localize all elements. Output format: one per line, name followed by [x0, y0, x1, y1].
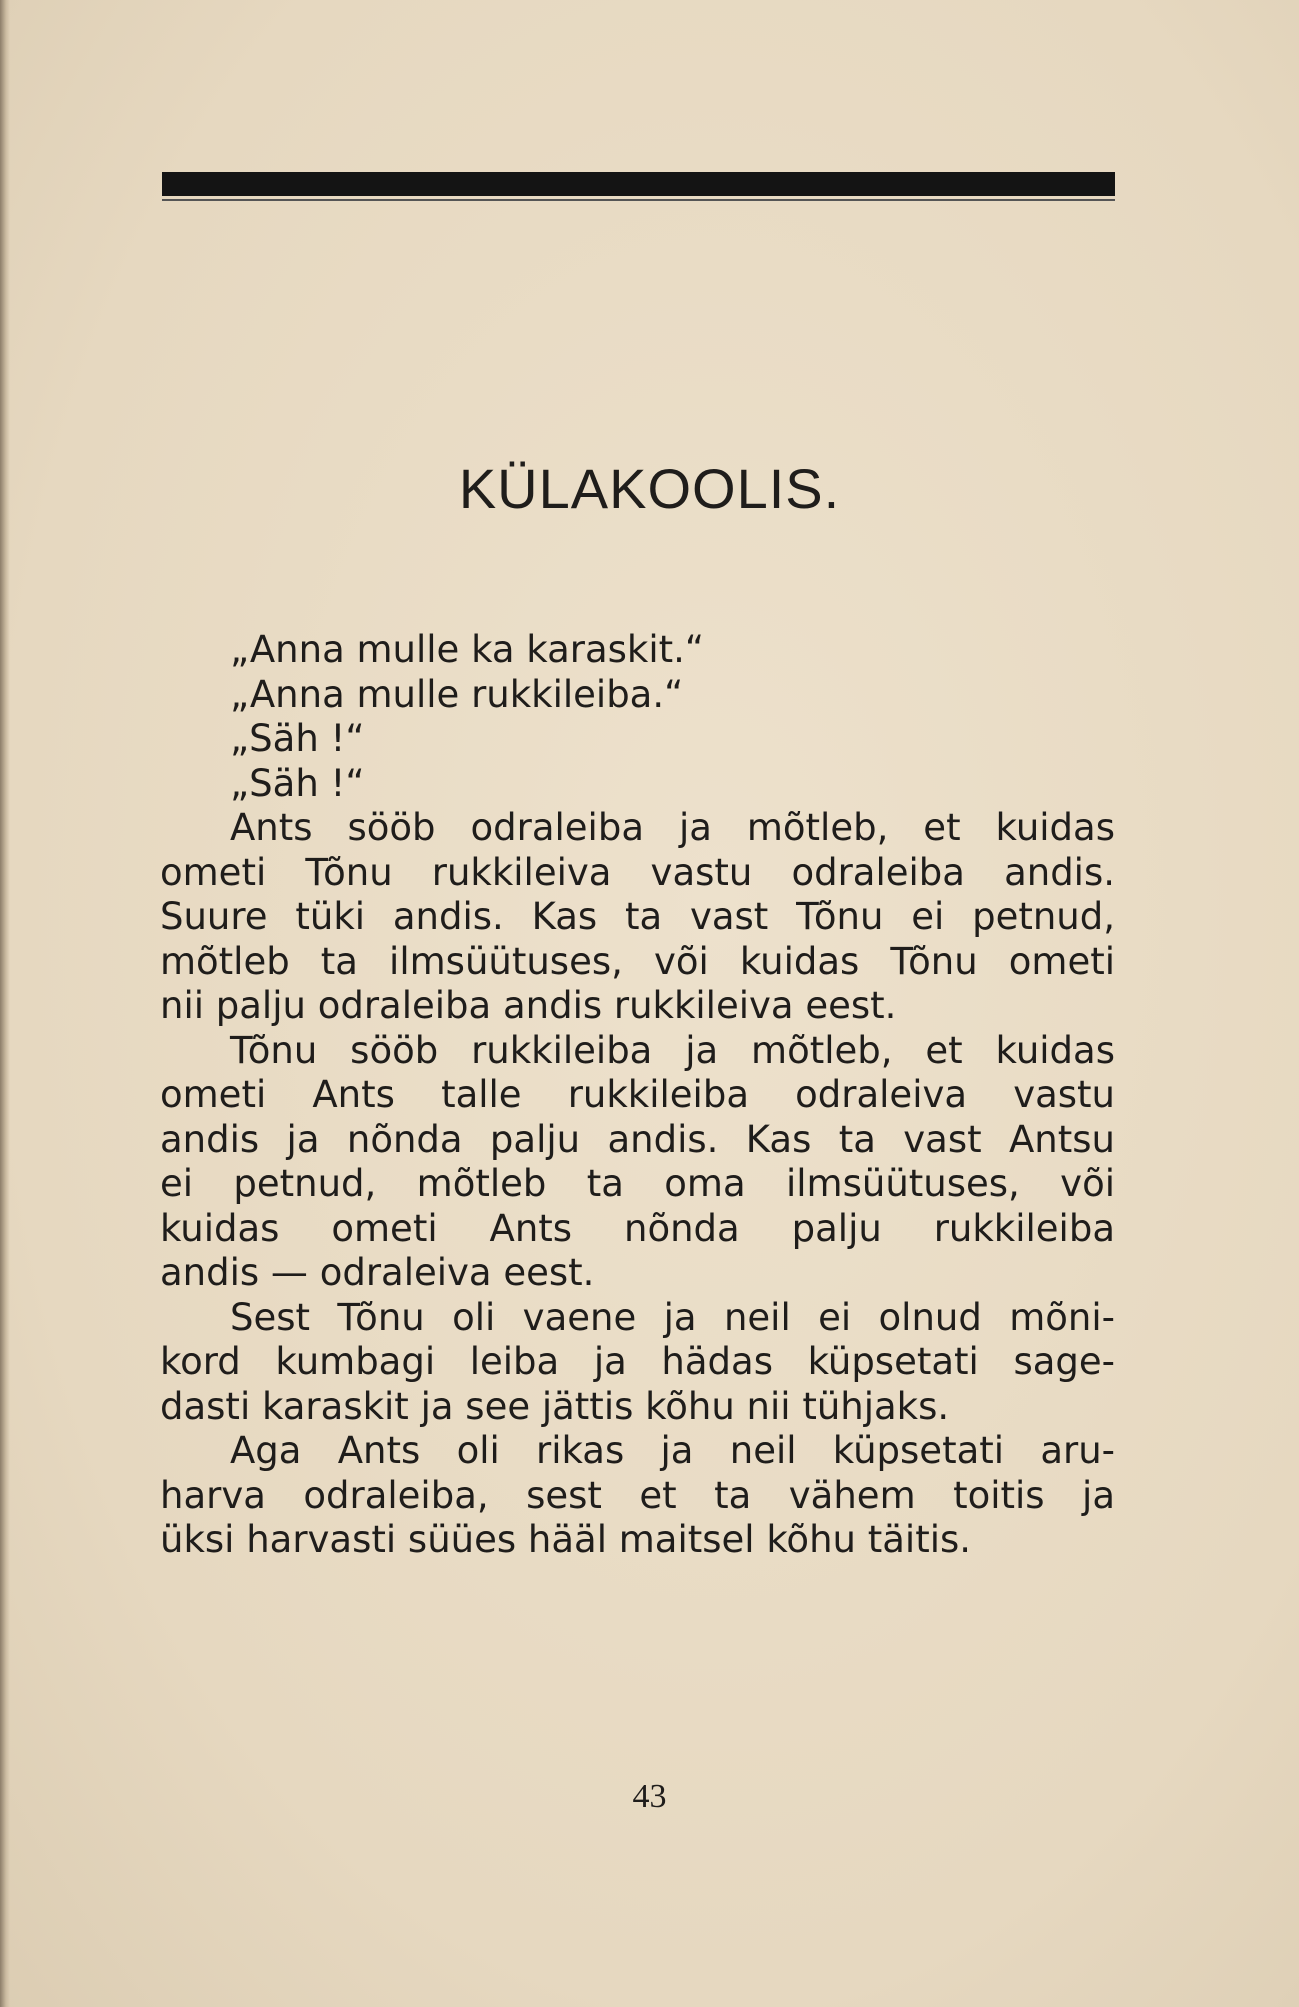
- paragraph-line: ometi Ants talle rukkileiba odraleiva vastu: [160, 1073, 1115, 1116]
- paragraph-line: andis — odraleiva eest.: [160, 1251, 595, 1294]
- paragraph-line: ometi Tõnu rukkileiva vastu odraleiba andis.: [160, 850, 1115, 894]
- paragraph-line: ei petnud, mõtleb ta oma ilmsüütuses, või: [160, 1162, 1115, 1205]
- paragraph-line: Sest Tõnu oli vaene ja neil ei olnud mõni-: [230, 1295, 1115, 1339]
- paragraph-line: Suure tüki andis. Kas ta vast Tõnu ei petnud,: [160, 895, 1115, 938]
- paragraph-line: dasti karaskit ja see jättis kõhu nii tühjaks.: [160, 1384, 950, 1428]
- paragraph-line: Tõnu sööb rukkileiba ja mõtleb, et kuidas: [230, 1028, 1115, 1072]
- dialog-line: „Säh !“: [230, 717, 365, 760]
- paragraph-line: mõtleb ta ilmsüütuses, või kuidas Tõnu ometi: [160, 939, 1115, 983]
- header-thin-rule: [162, 199, 1115, 201]
- paragraph-line: kuidas ometi Ants nõnda palju rukkileiba: [160, 1206, 1115, 1250]
- paragraph-line: harva odraleiba, sest et ta vähem toitis ja: [160, 1473, 1115, 1517]
- paragraph-line: Aga Ants oli rikas ja neil küpsetati aru-: [230, 1429, 1115, 1472]
- story-text: [160, 628, 1115, 1563]
- paragraph-line: Ants sööb odraleiba ja mõtleb, et kuidas: [230, 806, 1115, 849]
- dialog-line: „Anna mulle rukkileiba.“: [230, 672, 684, 716]
- page-left-edge: [0, 0, 10, 2007]
- paragraph-line: andis ja nõnda palju andis. Kas ta vast Antsu: [160, 1117, 1115, 1161]
- dialog-line: „Säh !“: [230, 761, 365, 805]
- paragraph-line: kord kumbagi leiba ja hädas küpsetati sage-: [160, 1340, 1115, 1383]
- page-number: 43: [632, 1778, 667, 1815]
- chapter-title: KÜLAKOOLIS.: [458, 457, 841, 520]
- paragraph-line: üksi harvasti süües hääl maitsel kõhu täitis.: [160, 1518, 972, 1561]
- dialog-line: „Anna mulle ka karaskit.“: [230, 628, 705, 671]
- paragraph-line: nii palju odraleiba andis rukkileiva eest.: [160, 984, 897, 1027]
- header-thick-rule: [162, 172, 1115, 196]
